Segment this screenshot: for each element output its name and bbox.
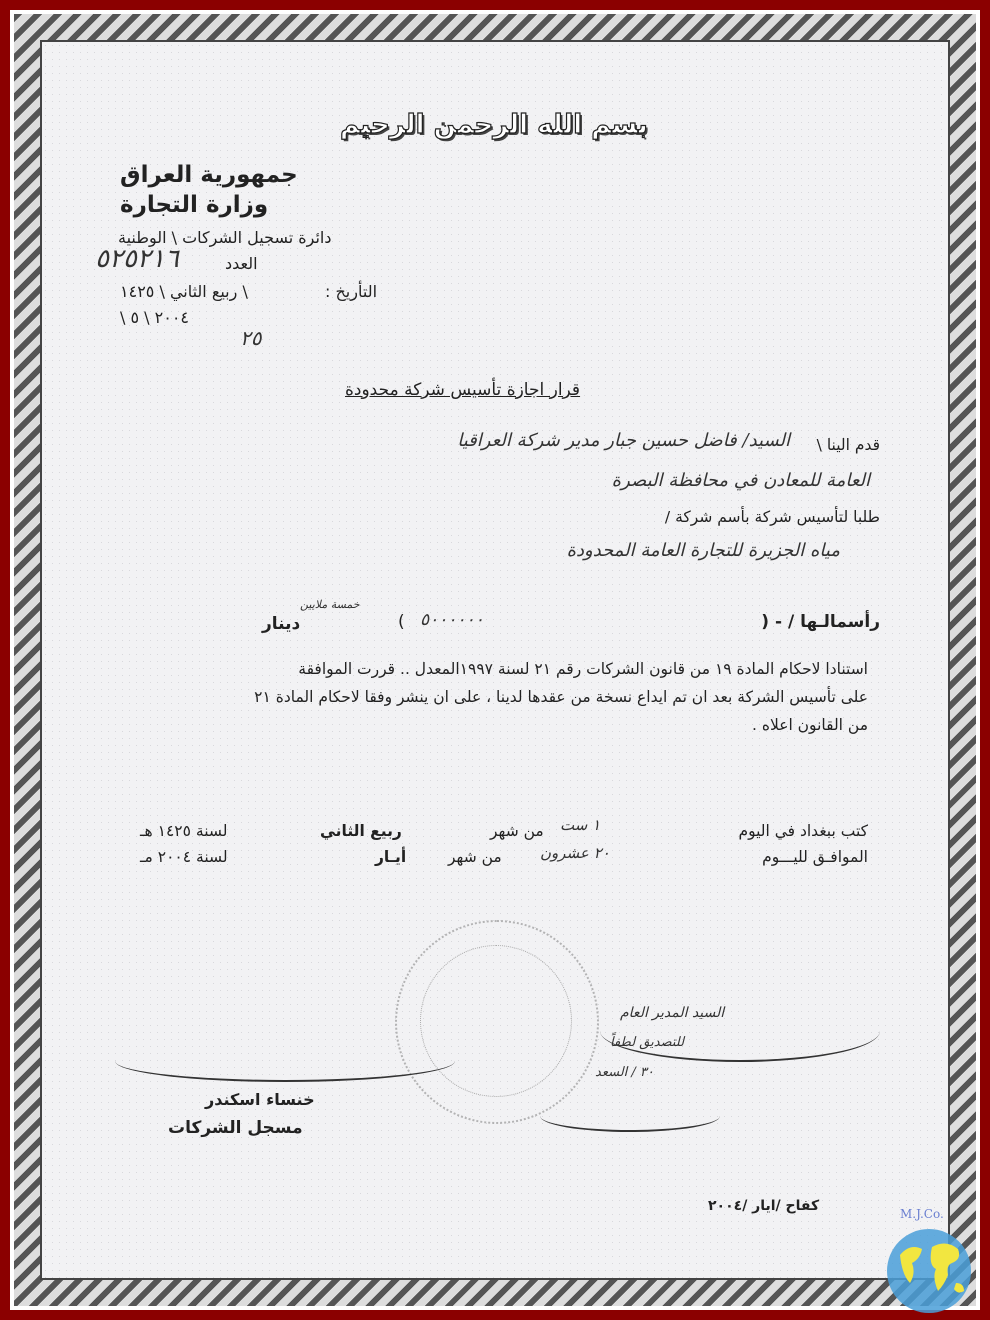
- note-line-1: السيد المدير العام: [620, 1005, 725, 1021]
- watermark-text: M.J.Co.: [900, 1207, 944, 1221]
- capital-words: خمسة ملايين: [300, 598, 360, 611]
- currency: دينار: [262, 614, 301, 634]
- applicant-handwritten-2: العامة للمعادن في محافظة البصرة: [611, 470, 870, 491]
- number-value: ٥٢٥٢١٦: [95, 244, 179, 274]
- decision-paragraph-line-1: استنادا لاحكام المادة ١٩ من قانون الشركات رقم ٢١ لسنة ١٩٩٧المعدل .. قررت الموافقة: [298, 660, 868, 678]
- registrar-signature: [115, 1040, 455, 1082]
- capital-label: رأسمالـها / - (: [761, 612, 880, 632]
- hijri-date: \ ربيع الثاني \ ١٤٢٥: [120, 282, 248, 301]
- country-name: جمهورية العراق: [120, 162, 298, 188]
- initials-mark: [540, 1100, 720, 1132]
- capital-value: ٥٠٠٠٠٠٠: [420, 610, 484, 630]
- globe-logo-icon: [880, 1225, 978, 1313]
- decision-paragraph-line-3: من القانون اعلاه .: [751, 716, 868, 734]
- ministry-name: وزارة التجارة: [120, 192, 269, 218]
- month-label-hijri: من شهر: [490, 822, 544, 840]
- day-hijri: ١ ست: [560, 816, 601, 834]
- written-in-label: كتب ببغداد في اليوم: [738, 822, 868, 840]
- year-gregorian: لسنة ٢٠٠٤ مـ: [140, 848, 228, 866]
- bismillah-heading: بسم الله الرحمن الرحيم: [340, 110, 648, 140]
- date-label: التأريخ :: [325, 282, 378, 301]
- decision-paragraph-line-2: على تأسيس الشركة بعد ان تم ايداع نسخة من عقدها لدينا ، على ان ينشر وفقا لاحكام المادة ٢١: [254, 688, 868, 706]
- request-line: طلبا لتأسيس شركة بأسم شركة /: [664, 508, 880, 526]
- month-gregorian: أيـار: [375, 848, 407, 866]
- month-hijri: ربيع الثاني: [320, 822, 402, 840]
- applicant-prefix: قدم الينا \: [816, 436, 880, 454]
- number-label: العدد: [225, 254, 258, 273]
- month-label-gregorian: من شهر: [448, 848, 502, 866]
- gregorian-date: ٢٠٠٤ \ ٥ \: [120, 308, 190, 327]
- applicant-handwritten-1: السيد/ فاضل حسين جبار مدير شركة العراقيا: [457, 430, 790, 451]
- footer-reference: كفاح /ايار /٢٠٠٤: [708, 1198, 820, 1214]
- company-name-handwritten: مياه الجزيرة للتجارة العامة المحدودة: [566, 540, 840, 561]
- note-line-3: ٣٠ / السعد: [595, 1065, 654, 1080]
- day-handwritten: ٢٥: [240, 326, 262, 350]
- department-name: دائرة تسجيل الشركات \ الوطنية: [118, 228, 332, 247]
- registrar-title: مسجل الشركات: [168, 1118, 303, 1138]
- official-stamp-inner: [420, 945, 572, 1097]
- capital-close: ): [398, 612, 405, 632]
- year-hijri: لسنة ١٤٢٥ هـ: [140, 822, 228, 840]
- note-line-2: للتصديق لطفاً: [610, 1035, 685, 1050]
- day-gregorian: ٢٠ عشرون: [540, 844, 610, 862]
- document-title: قرار اجازة تأسيس شركة محدودة: [345, 380, 581, 400]
- registrar-name: خنساء اسكندر: [205, 1090, 315, 1109]
- corresponding-label: الموافـق لليـــوم: [762, 848, 868, 866]
